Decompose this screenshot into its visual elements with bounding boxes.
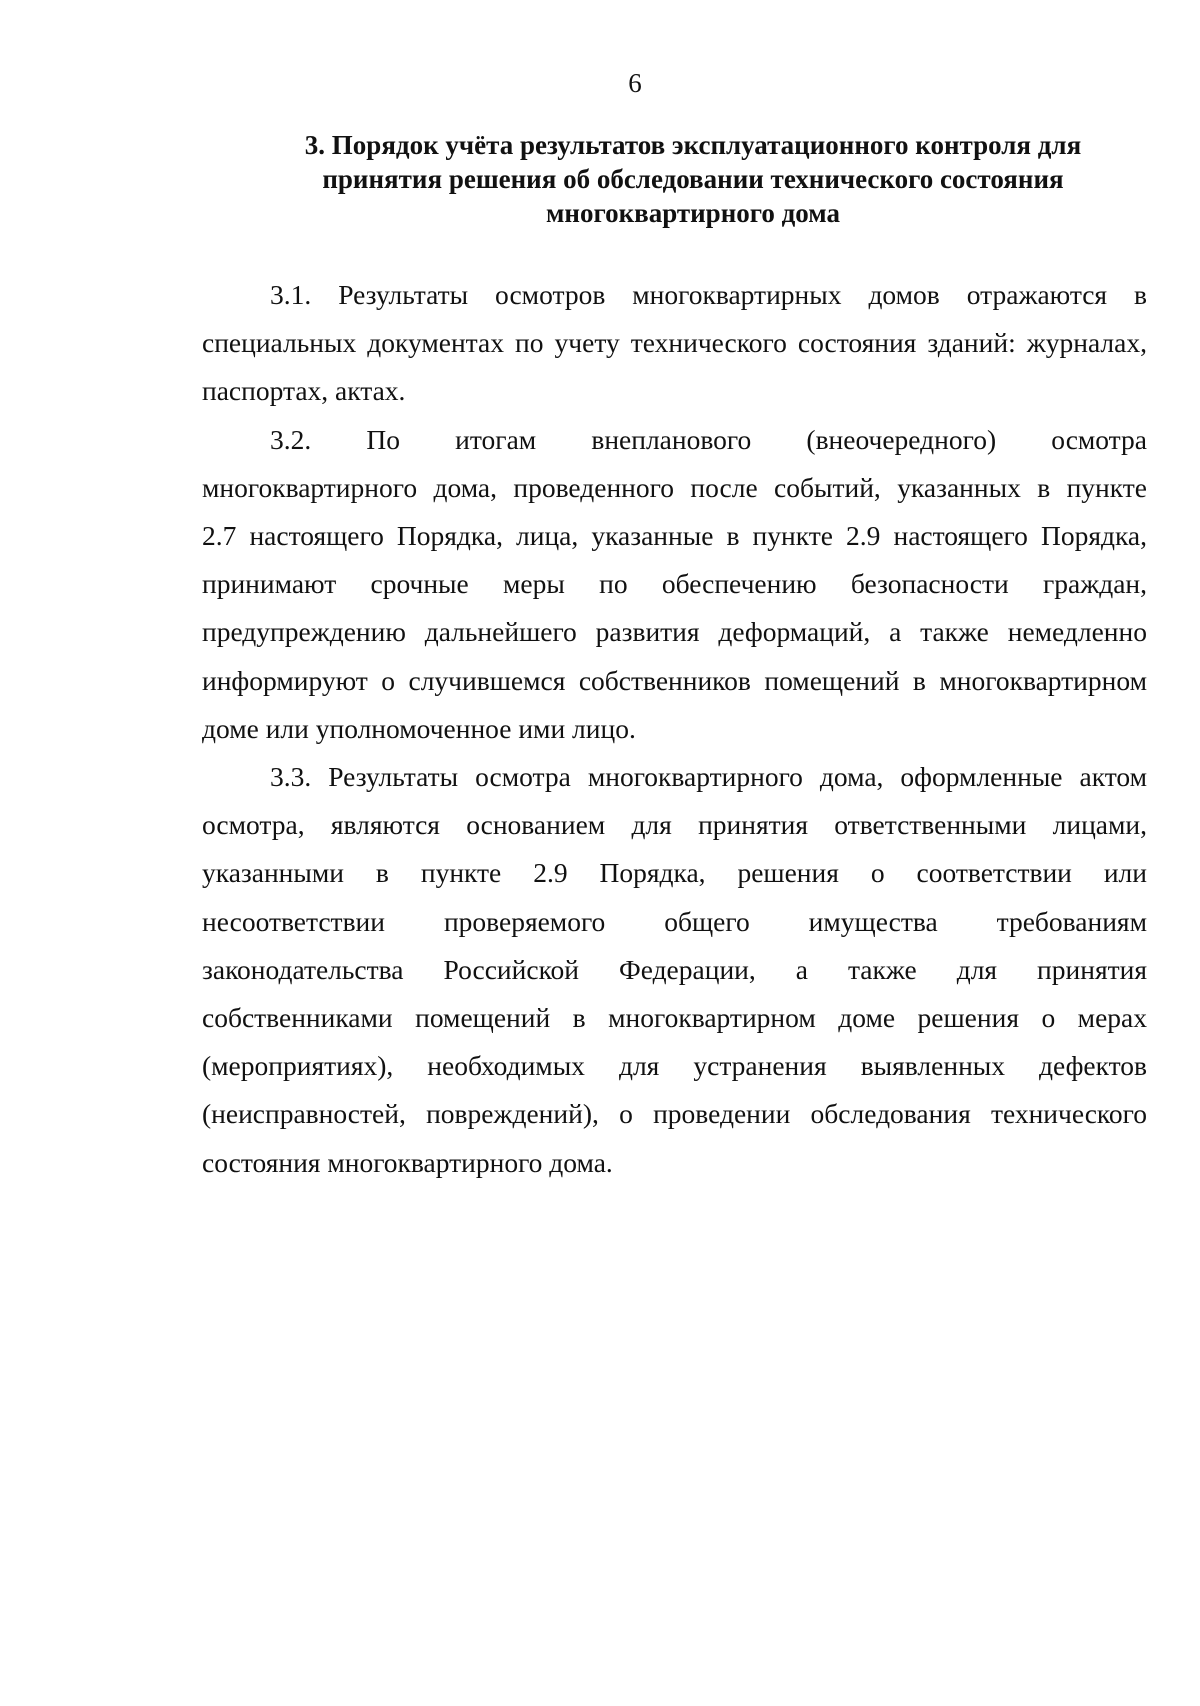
section-title-line: принятия решения об обследовании технического состояния bbox=[322, 164, 1064, 194]
text-line: 3.1. Результаты осмотров многоквартирных домов отражаются в bbox=[270, 279, 1147, 310]
text-line: многоквартирного дома, проведенного после событий, указанных в пункте bbox=[202, 471, 1147, 503]
text-line: доме или уполномоченное ими лицо. bbox=[202, 712, 636, 744]
text-line: 2.7 настоящего Порядка, лица, указанные в пункте 2.9 настоящего Порядка, bbox=[202, 520, 1147, 552]
section-title bbox=[258, 128, 1128, 230]
section-title-line: 3. Порядок учёта результатов эксплуатационного контроля для bbox=[304, 130, 1082, 160]
paragraph-3-2 bbox=[202, 416, 1147, 753]
text-line: предупреждению дальнейшего развития деформаций, а также немедленно bbox=[202, 616, 1147, 648]
section-title-line: многоквартирного дома bbox=[546, 198, 840, 228]
page-number: 6 bbox=[628, 68, 642, 98]
text-line: указанными в пункте 2.9 Порядка, решения о соответствии или bbox=[202, 857, 1147, 889]
text-line: паспортах, актах. bbox=[202, 375, 406, 407]
paragraph-3-3 bbox=[202, 753, 1147, 1187]
text-line: 3.3. Результаты осмотра многоквартирного дома, оформленные актом bbox=[270, 761, 1147, 793]
text-line: (мероприятиях), необходимых для устранения выявленных дефектов bbox=[202, 1050, 1147, 1082]
document-body bbox=[202, 271, 1147, 1187]
text-line: принимают срочные меры по обеспечению безопасности граждан, bbox=[202, 568, 1147, 600]
text-line: информируют о случившемся собственников помещений в многоквартирном bbox=[202, 664, 1147, 696]
paragraph-3-1 bbox=[202, 271, 1147, 416]
text-line: 3.2. По итогам внепланового (внеочередного) осмотра bbox=[270, 423, 1147, 455]
text-line: (неисправностей, повреждений), о проведении обследования технического bbox=[202, 1098, 1147, 1130]
text-line: состояния многоквартирного дома. bbox=[202, 1146, 613, 1178]
text-line: собственниками помещений в многоквартирном доме решения о мерах bbox=[202, 1002, 1147, 1034]
text-line: несоответствии проверяемого общего имущества требованиям bbox=[202, 905, 1147, 937]
text-line: законодательства Российской Федерации, а также для принятия bbox=[202, 953, 1147, 985]
text-line: осмотра, являются основанием для принятия ответственными лицами, bbox=[202, 809, 1147, 841]
text-line: специальных документах по учету технического состояния зданий: журналах, bbox=[202, 327, 1147, 359]
